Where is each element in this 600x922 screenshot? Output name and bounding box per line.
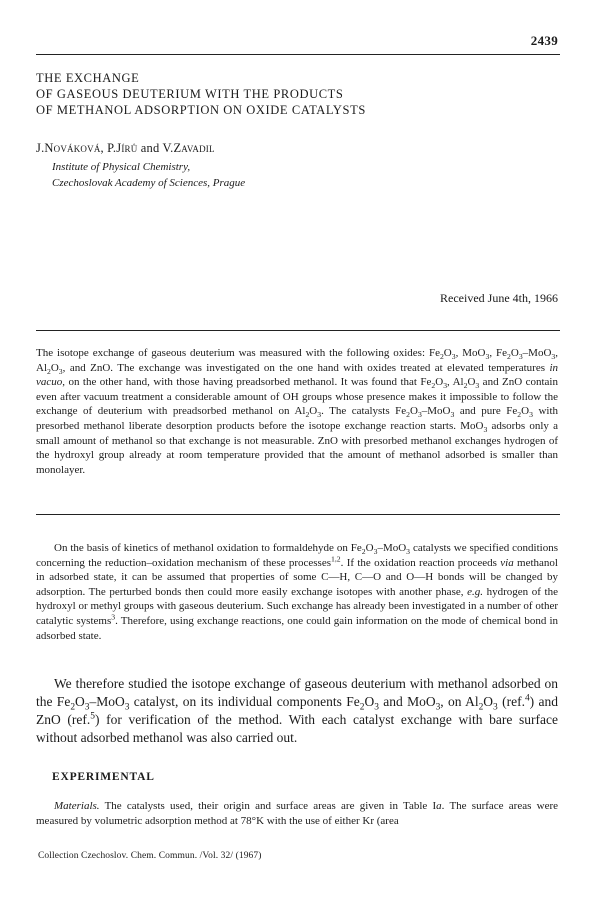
title-line-3: OF METHANOL ADSORPTION ON OXIDE CATALYSTS — [36, 103, 366, 117]
page-number: 2439 — [530, 33, 558, 48]
affiliation — [52, 160, 245, 191]
received-date: Received June 4th, 1966 — [440, 291, 558, 305]
intro-paragraph-1: On the basis of kinetics of methanol oxidation to formaldehyde on $Fe_2O_3-MoO_3$ catalysts we specified conditions concerning the reduction–oxidation mechanism of these processes$^{1,2}$. If the oxidation reaction proceeds via methanol in adsorbed state, it can be assumed that properties of some C—H, C—O and O—H bonds will be changed by adsorption. The perturbed bonds then could more easily exchange isotopes with another phase, e.g. hydrogen of the hydroxyl or methyl groups with gaseous deuterium. Such exchange has already been investigated in a number of other catalytic systems$^3$. Therefore, using exchange reactions, one could gain information on the mode of chemical bond in adsorbed state. — [36, 542, 559, 642]
article-title — [36, 70, 556, 118]
author-separator-1: , P. — [100, 141, 117, 155]
title-line-1: THE EXCHANGE — [36, 71, 140, 85]
affiliation-line-2: Czechoslovak Academy of Sciences, Prague — [52, 176, 246, 189]
abstract: The isotope exchange of gaseous deuterium was measured with the following oxides: $Fe_2O_3$, MoO$_3$, $Fe_2O_3-MoO_3$, $Al_2O_3$, and ZnO. The exchange was investigated on the one hand with oxides treated at elevated temperatures in vacuo, on the other hand, with those having preadsorbed methanol. It was found that $Fe_2O_3$, $Al_2O_3$ and ZnO contain even after vacuum treatment a considerable amount of OH groups whose presence makes it impossible to follow the exchange of deuterium with preadsorbed methanol on $Al_2O_3$. The catalysts $Fe_2O_3-MoO_3$ and pure $Fe_2O_3$ with presorbed methanol liberate desorption products before the isotope exchange reaction starts. MoO$_3$ adsorbs only a small amount of methanol so that exchange is not measurable. ZnO with presorbed methanol exchanges hydrogen of the hydroxyl group already at room temperature provided that the amount of methanol adsorbed is smaller than monolayer. — [36, 347, 558, 476]
title-line-2: OF GASEOUS DEUTERIUM WITH THE PRODUCTS — [36, 87, 344, 101]
author-2-name: Jírů — [116, 141, 138, 155]
author-1-initial: J. — [36, 141, 45, 155]
affiliation-line-1: Institute of Physical Chemistry, — [52, 161, 191, 173]
author-separator-2: and V. — [137, 141, 174, 155]
header-rule — [36, 54, 560, 55]
section-heading-experimental: EXPERIMENTAL — [52, 771, 155, 783]
abstract-bottom-rule — [36, 514, 560, 515]
intro-paragraph-2: We therefore studied the isotope exchange of gaseous deuterium with methanol adsorbed on the $Fe_2O_3-MoO_3$ catalyst, on its individual components $Fe_2O_3$ and MoO$_3$, on $Al_2O_3$ (ref.$^4$) and ZnO (ref.$^5$) for verification of the method. With each catalyst exchange with bare surface without adsorbed methanol was also carried out. — [36, 676, 558, 745]
abstract-top-rule — [36, 330, 560, 331]
author-3-name: Zavadil — [173, 141, 215, 155]
author-1-name: Nováková — [44, 141, 101, 155]
authors — [36, 141, 215, 156]
journal-footer: Collection Czechoslov. Chem. Commun. /Vol. 32/ (1967) — [38, 851, 262, 861]
materials-paragraph: Materials. The catalysts used, their origin and surface areas are given in Table Ia. The surface areas were measured by volumetric adsorption method at 78°K with the use of either Kr (area — [36, 800, 559, 827]
